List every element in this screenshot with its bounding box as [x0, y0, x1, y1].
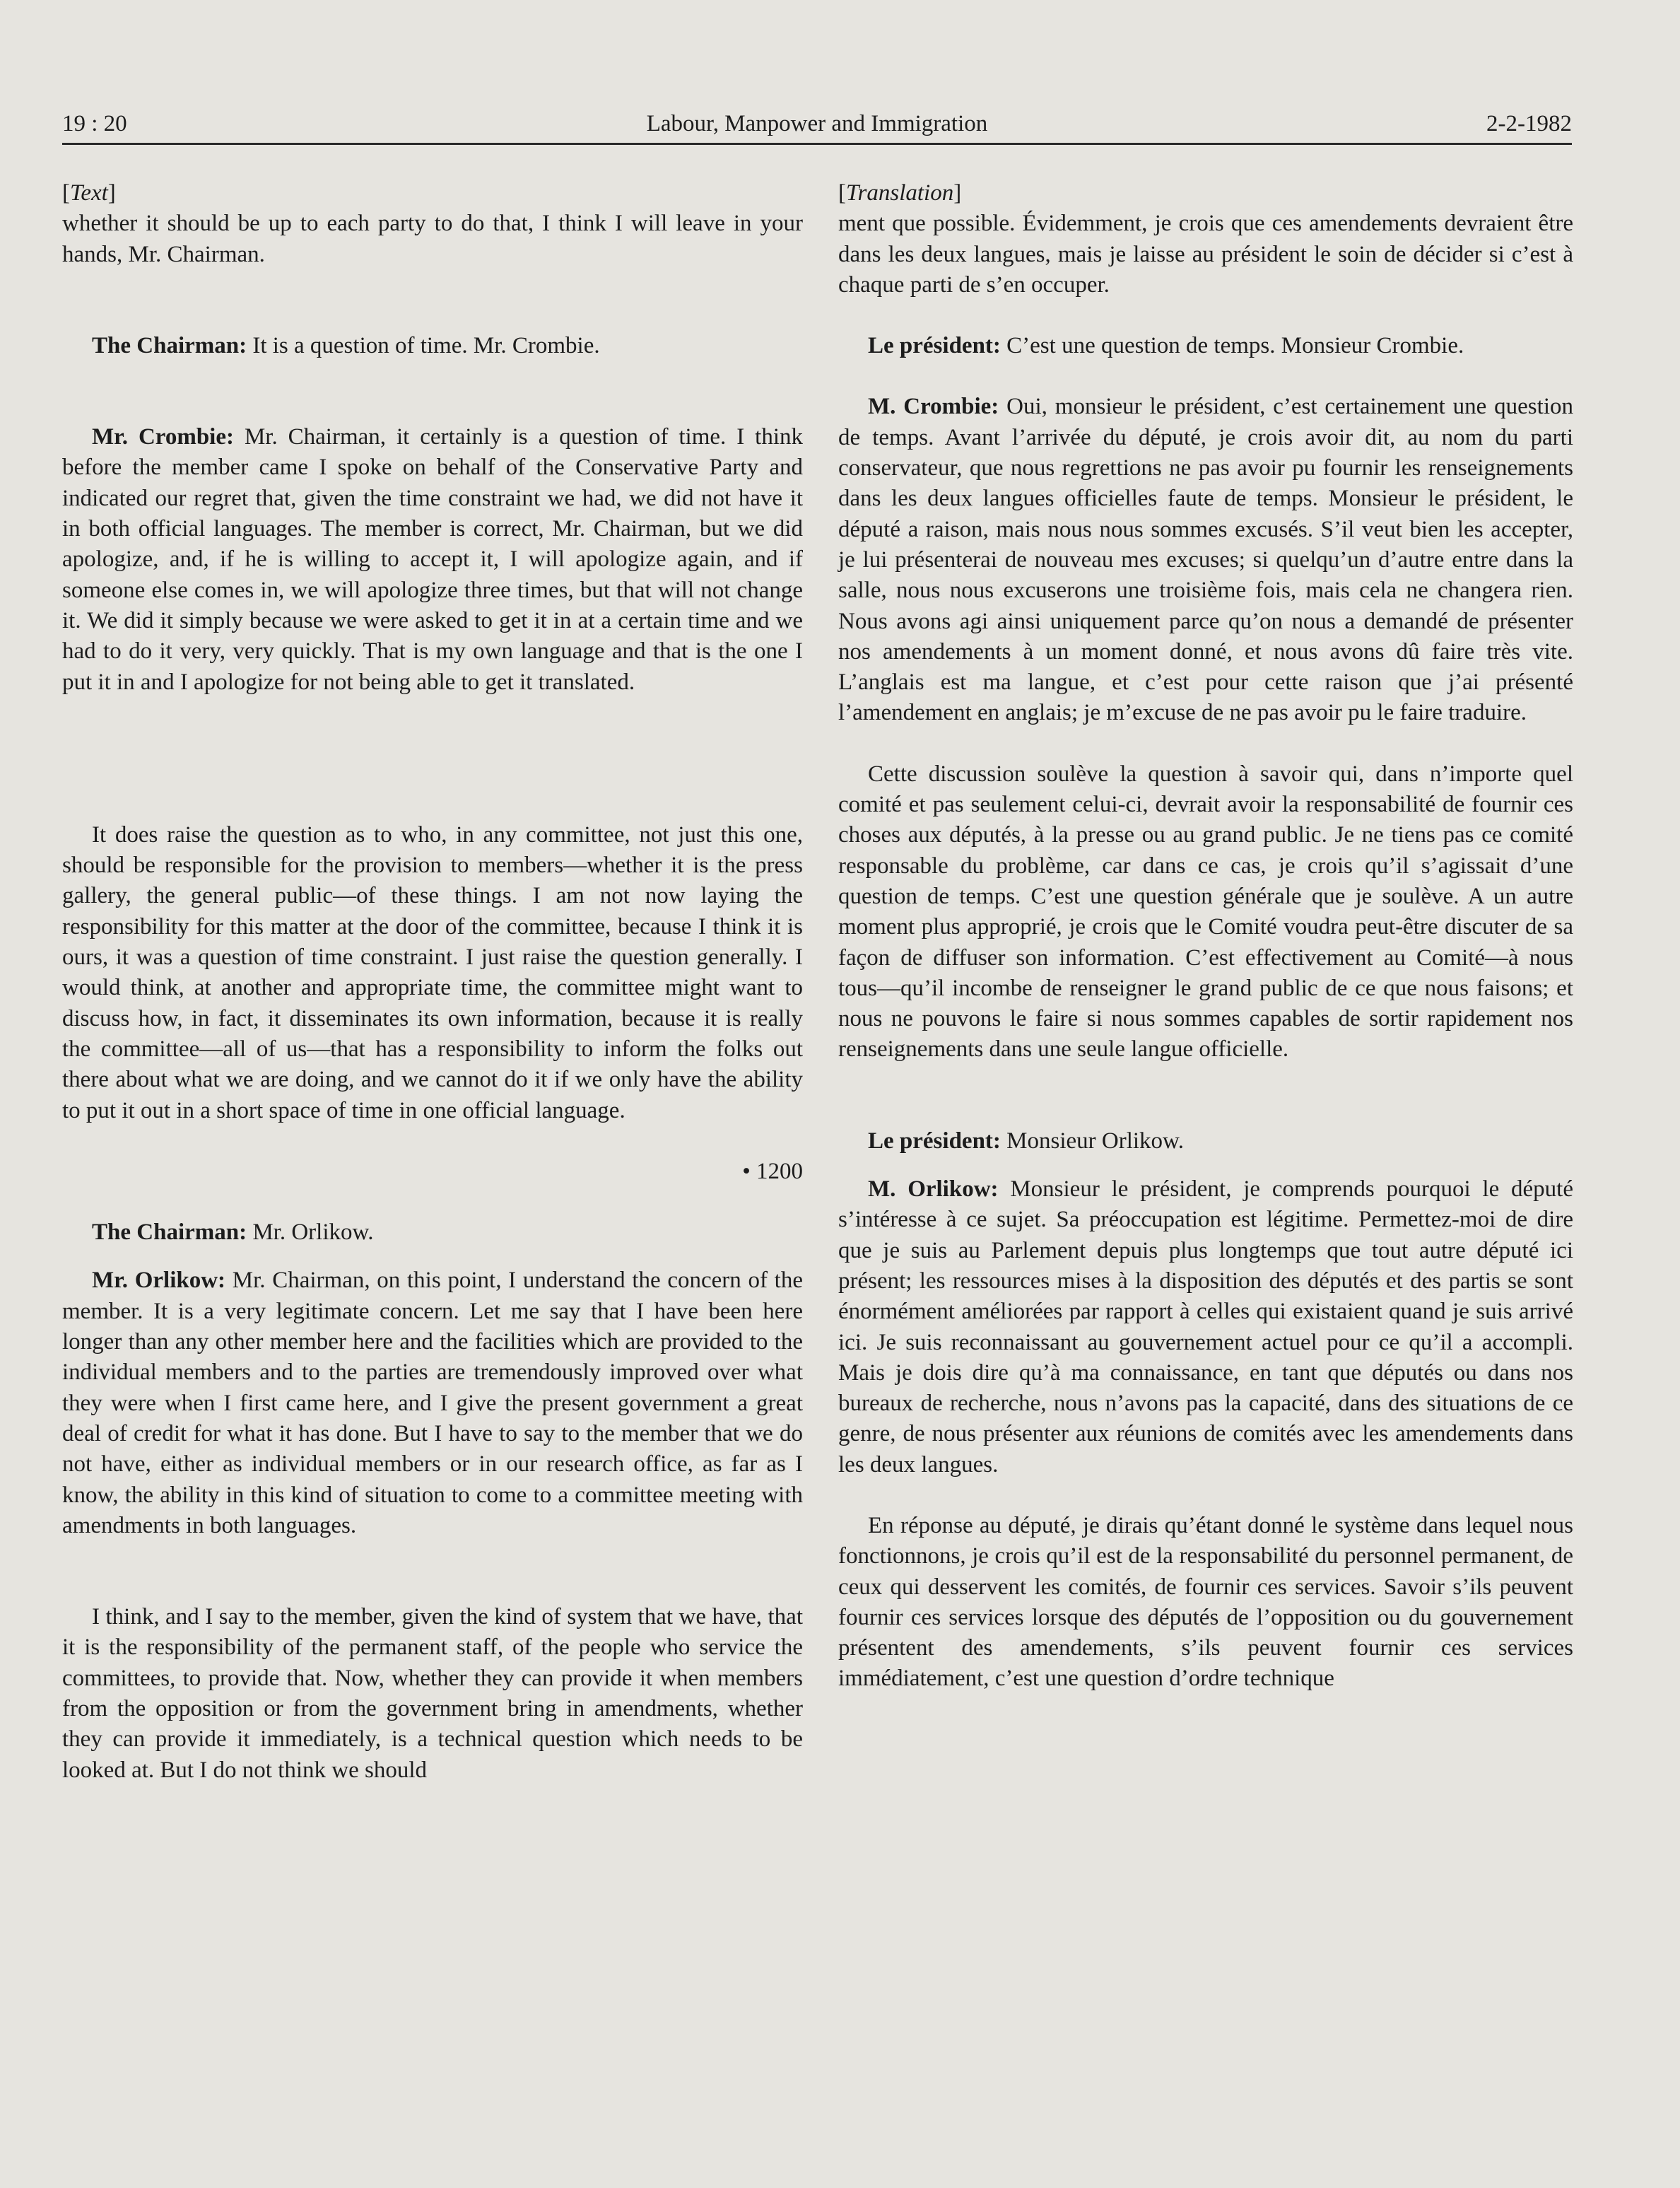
column-label: [Translation]	[838, 180, 962, 206]
speech-crombie: Mr. Crombie: Mr. Chairman, it certainly is a question of time. I think before the member came I spoke on behalf of the Conservative Party and indicated our regret that, given the time constraint we had, we did not have it in both official languages. The member is correct, Mr. Chairman, but we did apologize, and, if he is willing to accept it, I will apologize again, and if someone else comes in, we will apologize three times, but that will not change it. We did it simply because we were asked to get it in at a certain time and we had to do it very, very quickly. That is my own language and that is the one I put it in and I apologize for not being able to get it translated.	[62, 424, 803, 695]
paragraph: It does raise the question as to who, in any committee, not just this one, should be responsible for the provision to members—whether it is the press gallery, the general public—of these things. I am not now laying the responsibility for this matter at the door of the committee, because I think it is ours, it was a question of time constraint. I just raise the question generally. I would think, at another and appropriate time, the committee might want to discuss how, in fact, it disseminates its own information, because it is really the committee—all of us—that has a responsibility to inform the folks out there about what we are doing, and we cannot do it if we only have the ability to put it out in a short space of time in one official language.	[62, 821, 803, 1123]
speaker-name: Le président:	[868, 1128, 1001, 1154]
paragraph: ment que possible. Évidemment, je crois que ces amendements devraient être dans les deux langues, mais je laisse au président le soin de décider si c’est à chaque parti de s’en occuper.	[838, 211, 1573, 298]
page-number: 19 : 20	[62, 111, 127, 136]
speaker-name: Mr. Orlikow:	[92, 1268, 226, 1294]
speech-chairman: The Chairman: It is a question of time. Mr. Crombie.	[92, 332, 600, 358]
english-column	[62, 178, 803, 1786]
speaker-name: M. Orlikow:	[868, 1176, 999, 1203]
french-column	[838, 178, 1573, 1695]
speaker-name: The Chairman:	[92, 1219, 247, 1246]
paragraph: whether it should be up to each party to do that, I think I will leave in your hands, Mr. Chairman.	[62, 211, 803, 267]
paragraph: En réponse au député, je dirais qu’étant donné le système dans lequel nous fonctionnons, je crois qu’il est de la responsabilité du personnel permanent, de ceux qui desservent les comités, de fournir ces services. Savoir s’ils peuvent fournir ces services lorsque des députés de l’opposition ou du gouvernement présentent des amendements, s’ils peuvent fournir ces services immédiatement, c’est une question d’ordre technique	[838, 1512, 1573, 1692]
speaker-name: The Chairman:	[92, 332, 247, 358]
speech-president: Le président: Monsieur Orlikow.	[868, 1128, 1184, 1154]
running-title: Labour, Manpower and Immigration	[646, 111, 988, 136]
speech-president: Le président: C’est une question de temps. Monsieur Crombie.	[868, 333, 1464, 359]
header-rule	[62, 143, 1572, 145]
column-label: [Text]	[62, 180, 116, 206]
time-marker: • 1200	[742, 1158, 803, 1184]
paragraph: Cette discussion soulève la question à savoir qui, dans n’importe quel comité et pas seulement celui-ci, devrait avoir la responsabilité de fournir ces choses aux députés, à la presse ou au grand public. Je ne tiens pas ce comité responsable du problème, car dans ce cas, je crois qu’il s’agissait d’une question de temps. C’est une question générale que je soulève. A un autre moment plus approprié, je crois que le Comité voudra peut-être discuter de sa façon de diffuser son information. C’est effectivement au Comité—à nous tous—qu’il incombe de renseigner le grand public de ce que nous faisons; et nous ne pouvons le faire si nous sommes capables de sortir rapidement nos renseignements dans une seule langue officielle.	[838, 761, 1573, 1063]
paragraph: I think, and I say to the member, given the kind of system that we have, that it is the responsibility of the permanent staff, of the people who service the committees, to provide that. Now, whether they can provide it when members from the opposition or from the government bring in amendments, whether they can provide it immediately, is a technical question which needs to be looked at. But I do not think we should	[62, 1604, 803, 1783]
speaker-name: Le président:	[868, 333, 1001, 359]
page-header	[62, 106, 1572, 141]
header-date: 2-2-1982	[1486, 111, 1572, 136]
speech-orlikow: M. Orlikow: Monsieur le président, je comprends pourquoi le député s’intéresse à ce sujet. Sa préoccupation est légitime. Permettez-moi de dire que je suis au Parlement depuis plus longtemps que tout autre député ici présent; les ressources mises à la disposition des députés et des partis se sont énormément améliorées par rapport à celles qui existaient quand je suis arrivé ici. Je suis reconnaissant au gouvernement actuel pour ce qu’il a accompli. Mais je dois dire qu’à ma connaissance, en tant que députés ou dans nos bureaux de recherche, nous n’avons pas la capacité, dans des situations de ce genre, de nous présenter aux réunions de comités avec les amendements dans les deux langues.	[838, 1176, 1573, 1478]
speech-chairman: The Chairman: Mr. Orlikow.	[92, 1219, 374, 1246]
speech-crombie: M. Crombie: Oui, monsieur le président, c’est certainement une question de temps. Avant l’arrivée du député, je crois avoir dit, au nom du parti conservateur, que nous regrettions ne pas avoir pu fournir les renseignements dans les deux langues officielles faute de temps. Monsieur le président, le député a raison, mais nous nous sommes excusés. S’il veut bien les accepter, je lui présenterai de nouveau mes excuses; si quelqu’un d’autre entre dans la salle, nous nous excuserons une troisième fois, mais cela ne changera rien. Nous avons agi ainsi uniquement parce qu’on nous a demandé de présenter nos amendements à un moment donné, et nous avons dû faire très vite. L’anglais est ma langue, et c’est pour cette raison que j’ai présenté l’amendement en anglais; je m’excuse de ne pas avoir pu le faire traduire.	[838, 394, 1573, 726]
speaker-name: Mr. Crombie:	[92, 424, 234, 450]
speech-orlikow: Mr. Orlikow: Mr. Chairman, on this point, I understand the concern of the member. It is a very legitimate concern. Let me say that I have been here longer than any other member here and the facilities which are provided to the individual members and to the parties are tremendously improved over what they were when I first came here, and I give the present government a great deal of credit for what it has done. But I have to say to the member that we do not have, either as individual members or in our research office, as far as I know, the ability in this kind of situation to come to a committee meeting with amendments in both languages.	[62, 1268, 803, 1538]
speaker-name: M. Crombie:	[868, 394, 999, 420]
